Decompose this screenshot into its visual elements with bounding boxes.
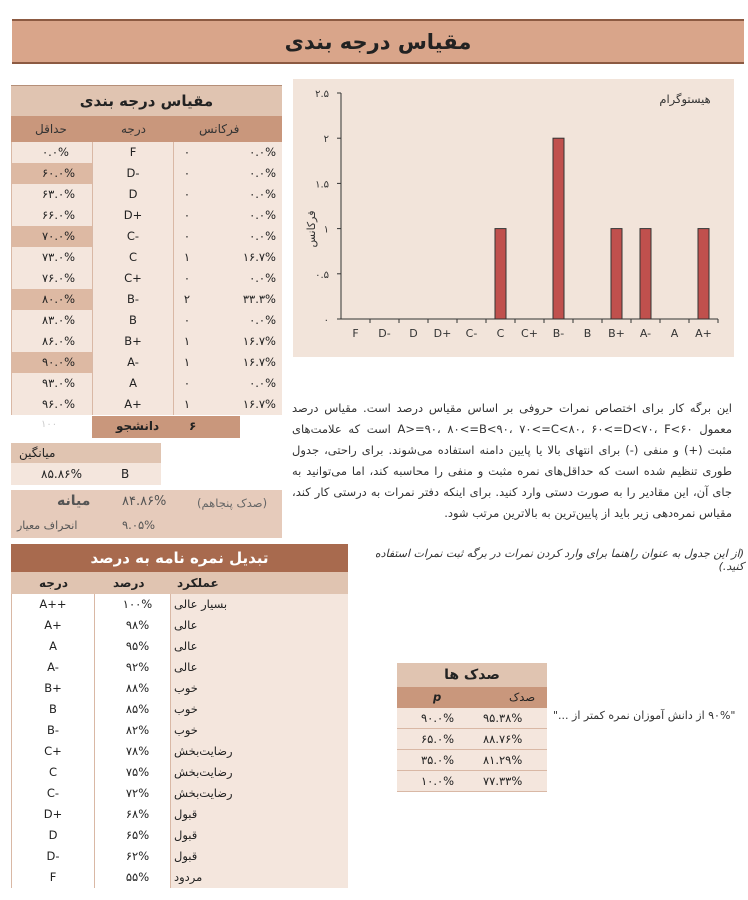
- row-count: ۰: [174, 310, 200, 331]
- row-performance: رضایت‌بخش: [171, 762, 348, 783]
- row-count: ۱: [174, 394, 200, 415]
- percentile-value: ۷۷.۳۳%: [483, 774, 523, 788]
- conversion-note: (از این جدول به عنوان راهنما برای وارد کردن نمرات در برگه ثبت نمرات استفاده کنید.): [374, 547, 744, 573]
- conversion-row: [11, 594, 348, 615]
- median-label: میانگین: [11, 443, 161, 463]
- grade-scale-body: [11, 142, 282, 415]
- y-tick-label: ۲.۵: [315, 89, 329, 100]
- header-performance: عملکرد: [177, 576, 219, 590]
- conversion-row: [11, 657, 348, 678]
- row-performance: رضایت‌بخش: [171, 783, 348, 804]
- grade-scale-row: [11, 226, 282, 247]
- histogram-bar: [495, 229, 506, 319]
- row-grade: D+: [92, 205, 174, 226]
- x-tick-label: D-: [378, 327, 391, 340]
- row-count: ۱: [174, 352, 200, 373]
- row-percent: ۱۶.۷%: [200, 247, 282, 268]
- row-percent: ۰.۰%: [200, 163, 282, 184]
- percentile-row: [397, 771, 547, 792]
- row-conv-percent: ۶۸%: [95, 804, 171, 825]
- header-grade: درجه: [121, 122, 146, 136]
- chart-title: هیستوگرام: [659, 92, 711, 106]
- row-conv-grade: F: [11, 867, 95, 888]
- row-performance: عالی: [171, 636, 348, 657]
- median-grade: B: [121, 467, 130, 481]
- x-tick-label: A: [670, 327, 679, 340]
- row-conv-grade: B-: [11, 720, 95, 741]
- mean-label: میانه: [57, 493, 91, 509]
- row-percent: ۰.۰%: [200, 373, 282, 394]
- row-percent: ۰.۰%: [200, 184, 282, 205]
- stddev-value: ۹.۰۵%: [122, 518, 156, 532]
- row-count: ۰: [174, 268, 200, 289]
- histogram-bar: [553, 138, 564, 319]
- row-count: ۱: [174, 331, 200, 352]
- x-tick-label: A-: [639, 327, 652, 340]
- percentiles-note: "۹۰% از دانش آموزان نمره کمتر از ...": [553, 709, 736, 722]
- row-conv-grade: A: [11, 636, 95, 657]
- y-tick-label: ۱.۵: [315, 179, 329, 191]
- conversion-row: [11, 720, 348, 741]
- row-grade: B: [92, 310, 174, 331]
- conversion-row: [11, 846, 348, 867]
- grade-scale-row: [11, 205, 282, 226]
- percentiles-body: [397, 708, 547, 792]
- conversion-row: [11, 615, 348, 636]
- row-conv-grade: D: [11, 825, 95, 846]
- row-conv-percent: ۵۵%: [95, 867, 171, 888]
- row-grade: C+: [92, 268, 174, 289]
- grade-scale-row: [11, 268, 282, 289]
- row-conv-percent: ۶۲%: [95, 846, 171, 867]
- header-p: p: [433, 690, 442, 704]
- row-grade: A-: [92, 352, 174, 373]
- percentiles-title: صدک ها: [397, 663, 547, 687]
- row-minimum: ۷۳.۰%: [11, 247, 92, 268]
- histogram-chart: [293, 79, 734, 357]
- conversion-row: [11, 825, 348, 846]
- header-frequency: فرکانس: [199, 122, 240, 136]
- row-minimum: ۶۰.۰%: [11, 163, 92, 184]
- y-tick-label: ۰.۵: [315, 269, 329, 281]
- row-count: ۰: [174, 163, 200, 184]
- median-row: [11, 463, 161, 485]
- page-title: مقیاس درجه بندی: [12, 19, 744, 64]
- row-grade: C: [92, 247, 174, 268]
- percentile-row: [397, 750, 547, 771]
- row-minimum: ۹۶.۰%: [11, 394, 92, 415]
- faint-value: ۱۰۰: [41, 419, 58, 430]
- row-conv-grade: D+: [11, 804, 95, 825]
- x-tick-label: B+: [608, 327, 625, 340]
- row-minimum: ۷۶.۰%: [11, 268, 92, 289]
- row-minimum: ۰.۰%: [11, 142, 92, 163]
- row-conv-percent: ۱۰۰%: [95, 594, 171, 615]
- row-conv-grade: D-: [11, 846, 95, 867]
- mean-percentile-note: (صدک پنجاهم): [197, 496, 268, 510]
- description-text: این برگه کار برای اختصاص نمرات حروفی بر اساس مقیاس درصد است. مقیاس درصد معمول A>=۹۰، ۸۰<=B<۹۰، ۷۰<=C<۸۰، ۶۰<=D<۷۰، F<۶۰ است که علامت‌های مثبت (+) و منفی (-) برای انتهای بالا یا پایین دامنه استفاده می‌شوند. برای راحتی، جدول طوری تنظیم شده است که حداقل‌های نمره مثبت و منفی را محاسبه کند، اما می‌توانید به جای آن، این مقادیر را به صورت دستی وارد کنید. برای اینکه دفتر نمرات به درستی کار کند، مقیاس نمره‌دهی زیر باید از پایین‌ترین به بالاترین مرتب شود.: [292, 401, 732, 520]
- row-performance: خوب: [171, 720, 348, 741]
- students-bar: [92, 416, 240, 438]
- x-tick-label: C+: [521, 327, 538, 340]
- row-percent: ۰.۰%: [200, 142, 282, 163]
- row-percent: ۰.۰%: [200, 226, 282, 247]
- conversion-row: [11, 804, 348, 825]
- conversion-row: [11, 783, 348, 804]
- median-value: ۸۵.۸۶%: [41, 467, 82, 481]
- row-grade: A: [92, 373, 174, 394]
- row-conv-percent: ۸۸%: [95, 678, 171, 699]
- row-conv-grade: C+: [11, 741, 95, 762]
- row-minimum: ۹۳.۰%: [11, 373, 92, 394]
- students-count: ۶: [189, 419, 197, 433]
- grade-scale-row: [11, 184, 282, 205]
- header-percentile: صدک: [509, 690, 536, 704]
- conversion-row: [11, 636, 348, 657]
- row-conv-percent: ۹۵%: [95, 636, 171, 657]
- grade-scale-row: [11, 373, 282, 394]
- row-conv-percent: ۶۵%: [95, 825, 171, 846]
- students-row: [11, 416, 282, 438]
- conversion-title: تبدیل نمره نامه به درصد: [11, 544, 348, 572]
- row-count: ۰: [174, 373, 200, 394]
- row-conv-grade: B+: [11, 678, 95, 699]
- row-percent: ۰.۰%: [200, 310, 282, 331]
- header-percent: درصد: [113, 576, 145, 590]
- row-performance: قبول: [171, 825, 348, 846]
- row-percent: ۱۶.۷%: [200, 394, 282, 415]
- grade-scale-row: [11, 394, 282, 415]
- x-tick-label: B: [583, 327, 592, 340]
- x-tick-label: C: [496, 327, 505, 340]
- y-tick-label: ۲: [323, 134, 329, 146]
- row-percent: ۰.۰%: [200, 205, 282, 226]
- stddev-label: انحراف معیار: [17, 519, 78, 532]
- x-tick-label: D: [409, 327, 418, 340]
- percentile-row: [397, 708, 547, 729]
- conversion-row: [11, 741, 348, 762]
- row-conv-grade: A+: [11, 615, 95, 636]
- row-conv-grade: C: [11, 762, 95, 783]
- row-minimum: ۹۰.۰%: [11, 352, 92, 373]
- grade-scale-header: [11, 116, 282, 142]
- row-percent: ۳۳.۳%: [200, 289, 282, 310]
- row-grade: F: [92, 142, 174, 163]
- percentile-value: ۹۵.۳۸%: [483, 711, 523, 725]
- percentile-p: ۹۰.۰%: [421, 711, 455, 725]
- grade-scale-row: [11, 289, 282, 310]
- row-count: ۱: [174, 247, 200, 268]
- x-tick-label: D+: [433, 327, 452, 340]
- row-performance: خوب: [171, 699, 348, 720]
- row-conv-percent: ۷۵%: [95, 762, 171, 783]
- percentile-p: ۳۵.۰%: [421, 753, 455, 767]
- row-performance: خوب: [171, 678, 348, 699]
- row-conv-grade: A-: [11, 657, 95, 678]
- row-percent: ۱۶.۷%: [200, 331, 282, 352]
- students-label: دانشجو: [116, 419, 160, 433]
- percentiles-header: [397, 687, 547, 708]
- row-conv-grade: C-: [11, 783, 95, 804]
- row-count: ۰: [174, 205, 200, 226]
- y-axis-label: فرکانس: [305, 210, 318, 248]
- percentile-value: ۸۱.۲۹%: [483, 753, 523, 767]
- header-minimum: حداقل: [35, 122, 67, 136]
- mean-value: ۸۴.۸۶%: [122, 494, 167, 509]
- row-count: ۰: [174, 184, 200, 205]
- row-conv-percent: ۹۲%: [95, 657, 171, 678]
- conversion-row: [11, 678, 348, 699]
- conversion-row: [11, 867, 348, 888]
- y-tick-label: ۱: [323, 224, 329, 236]
- row-grade: B+: [92, 331, 174, 352]
- row-percent: ۰.۰%: [200, 268, 282, 289]
- row-conv-percent: ۸۵%: [95, 699, 171, 720]
- header-conv-grade: درجه: [39, 576, 68, 590]
- grade-scale-row: [11, 247, 282, 268]
- row-grade: A+: [92, 394, 174, 415]
- x-tick-label: A+: [695, 327, 712, 340]
- x-tick-label: C-: [465, 327, 478, 340]
- grade-scale-row: [11, 142, 282, 163]
- row-count: ۰: [174, 142, 200, 163]
- row-count: ۲: [174, 289, 200, 310]
- grade-scale-row: [11, 352, 282, 373]
- histogram-svg: [293, 79, 734, 357]
- conversion-header: [11, 572, 348, 594]
- row-minimum: ۸۳.۰%: [11, 310, 92, 331]
- histogram-bar: [611, 229, 622, 319]
- grade-scale-row: [11, 331, 282, 352]
- row-conv-percent: ۸۲%: [95, 720, 171, 741]
- row-count: ۰: [174, 226, 200, 247]
- row-performance: عالی: [171, 615, 348, 636]
- row-performance: رضایت‌بخش: [171, 741, 348, 762]
- mean-box: [11, 490, 282, 538]
- row-performance: مردود: [171, 867, 348, 888]
- percentile-value: ۸۸.۷۶%: [483, 732, 523, 746]
- row-percent: ۱۶.۷%: [200, 352, 282, 373]
- row-conv-grade: A++: [11, 594, 95, 615]
- percentile-p: ۱۰.۰%: [421, 774, 455, 788]
- grade-scale-row: [11, 310, 282, 331]
- row-grade: D: [92, 184, 174, 205]
- row-conv-percent: ۷۸%: [95, 741, 171, 762]
- row-performance: بسیار عالی: [171, 594, 348, 615]
- conversion-row: [11, 699, 348, 720]
- y-tick-label: ۰: [323, 315, 329, 326]
- row-minimum: ۸۰.۰%: [11, 289, 92, 310]
- conversion-row: [11, 762, 348, 783]
- row-minimum: ۶۳.۰%: [11, 184, 92, 205]
- row-conv-grade: B: [11, 699, 95, 720]
- conversion-body: [11, 594, 348, 888]
- row-performance: عالی: [171, 657, 348, 678]
- row-minimum: ۷۰.۰%: [11, 226, 92, 247]
- x-tick-label: F: [352, 327, 359, 340]
- grade-scale-row: [11, 163, 282, 184]
- x-tick-label: B-: [552, 327, 565, 340]
- row-minimum: ۸۶.۰%: [11, 331, 92, 352]
- histogram-bar: [640, 229, 651, 319]
- percentile-p: ۶۵.۰%: [421, 732, 455, 746]
- grade-scale-title: مقیاس درجه بندی: [11, 85, 282, 116]
- row-minimum: ۶۶.۰%: [11, 205, 92, 226]
- row-performance: قبول: [171, 846, 348, 867]
- row-conv-percent: ۹۸%: [95, 615, 171, 636]
- histogram-bar: [698, 229, 709, 319]
- row-grade: B-: [92, 289, 174, 310]
- percentile-row: [397, 729, 547, 750]
- row-performance: قبول: [171, 804, 348, 825]
- row-conv-percent: ۷۲%: [95, 783, 171, 804]
- row-grade: C-: [92, 226, 174, 247]
- row-grade: D-: [92, 163, 174, 184]
